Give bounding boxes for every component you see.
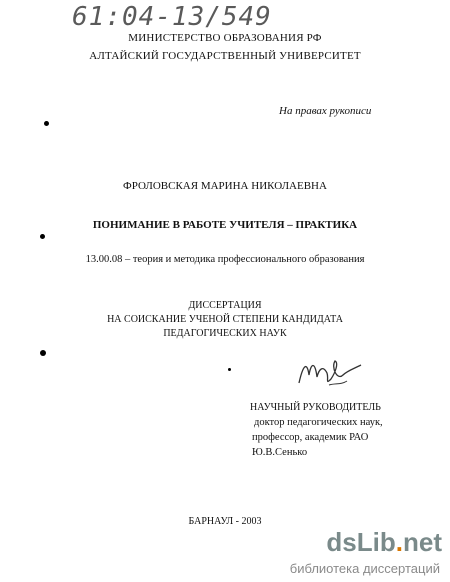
dissertation-title: ПОНИМАНИЕ В РАБОТЕ УЧИТЕЛЯ – ПРАКТИКА xyxy=(92,219,358,231)
watermark-subtitle: библиотека диссертаций xyxy=(289,561,440,576)
dissertation-label: ДИССЕРТАЦИЯ xyxy=(188,300,262,311)
university-heading: АЛТАЙСКИЙ ГОСУДАРСТВЕННЫЙ УНИВЕРСИТЕТ xyxy=(89,50,361,62)
supervisor-title: профессор, академик РАО xyxy=(252,432,369,443)
scan-speck xyxy=(40,350,46,356)
rights-note: На правах рукописи xyxy=(279,105,372,117)
science-field: ПЕДАГОГИЧЕСКИХ НАУК xyxy=(163,328,287,339)
watermark-logo-left: dsLib xyxy=(326,527,396,557)
scan-speck xyxy=(228,368,231,371)
watermark-logo xyxy=(326,527,442,558)
city-year: БАРНАУЛ - 2003 xyxy=(188,516,262,527)
author-name: ФРОЛОВСКАЯ МАРИНА НИКОЛАЕВНА xyxy=(123,180,327,192)
specialty-code: 13.00.08 – теория и методика профессионального образования xyxy=(85,254,365,265)
supervisor-heading: НАУЧНЫЙ РУКОВОДИТЕЛЬ xyxy=(250,402,381,413)
scan-speck xyxy=(44,121,49,126)
watermark-logo-right: net xyxy=(403,527,442,557)
supervisor-degree: доктор педагогических наук, xyxy=(254,417,383,428)
handwritten-signature xyxy=(295,355,365,391)
supervisor-name: Ю.В.Сенько xyxy=(252,447,308,458)
archive-stamp: 61:04-13/549 xyxy=(72,2,272,32)
watermark-logo-dot: . xyxy=(395,527,403,557)
ministry-heading: МИНИСТЕРСТВО ОБРАЗОВАНИЯ РФ xyxy=(128,32,322,44)
scan-speck xyxy=(40,234,45,239)
degree-line: НА СОИСКАНИЕ УЧЕНОЙ СТЕПЕНИ КАНДИДАТА xyxy=(107,314,343,325)
